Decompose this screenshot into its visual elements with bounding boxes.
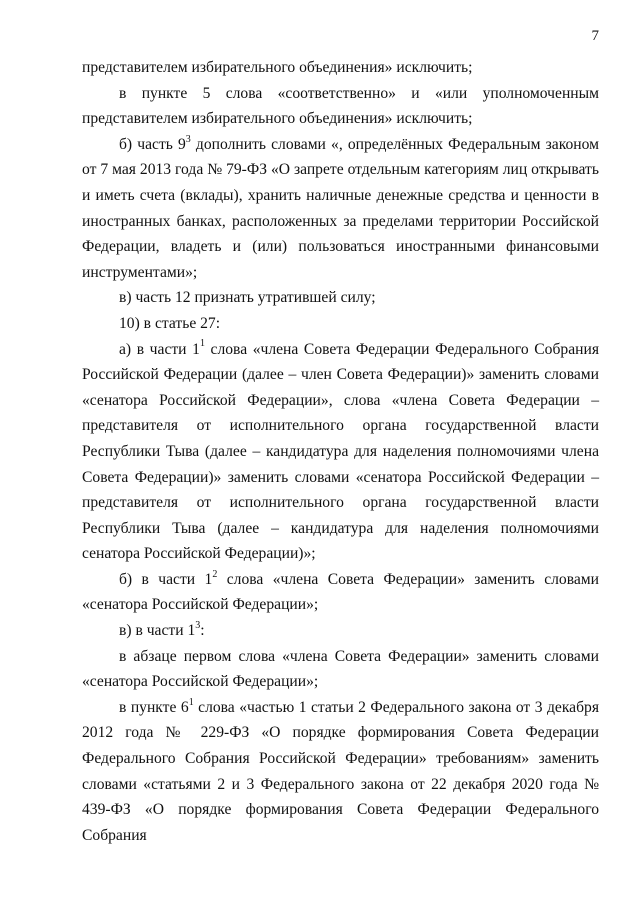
paragraph-5: 10) в статье 27: xyxy=(119,314,221,332)
paragraph-7-lead: б) в части 1 xyxy=(119,570,213,588)
page-number: 7 xyxy=(591,28,599,44)
paragraph-8 xyxy=(82,618,599,644)
paragraph-9: в абзаце первом слова «члена Совета Федерации» заменить словами «сенатора Российской Федерации»; xyxy=(82,647,599,691)
superscript: 3 xyxy=(185,133,191,145)
paragraph-8-rest: : xyxy=(200,622,205,640)
superscript: 1 xyxy=(188,696,194,708)
paragraph-7-rest: слова «члена Совета Федерации» заменить словами «сенатора Российской Федерации»; xyxy=(82,570,599,614)
paragraph-6-rest: слова «члена Совета Федерации Федерального Собрания Российской Федерации (далее – член Совета Федерации)» заменить словами «сенатора Российской Федерации», слова «члена Совета Федерации – представителя от исполнительного органа государственной власти Республики Тыва (далее – кандидатура для наделения полномочиями члена Совета Федерации)» заменить словами «сенатора Российской Федерации – представителя от исполнительного органа государственной власти Республики Тыва (далее – кандидатура для наделения полномочиями сенатора Российской Федерации)»; xyxy=(82,340,599,563)
paragraph-10 xyxy=(82,695,599,849)
paragraph-6-lead: а) в части 1 xyxy=(119,340,200,358)
paragraph-10-rest: слова «частью 1 статьи 2 Федерального закона от 3 декабря 2012 года № 229-ФЗ «О порядке формирования Совета Федерации Федерального Собрания Российской Федерации» требованиям» заменить словами «статьями 2 и 3 Федерального закона от 22 декабря 2020 года № 439-ФЗ «О порядке формирования Совета Федерации Федерального Собрания xyxy=(82,698,599,844)
paragraph-3 xyxy=(82,132,599,286)
paragraph-4: в) часть 12 признать утратившей силу; xyxy=(119,289,376,307)
paragraph-3-lead: б) часть 9 xyxy=(119,135,186,153)
paragraph-3-rest: дополнить словами «, определённых Федеральным законом от 7 мая 2013 года № 79-ФЗ «О запрете отдельным категориям лиц открывать и иметь счета (вклады), хранить наличные денежные средства и ценности в иностранных банках, расположенных за пределами территории Российской Федерации, владеть и (или) пользоваться иностранными финансовыми инструментами»; xyxy=(82,135,599,281)
superscript: 1 xyxy=(199,338,205,350)
paragraph-7 xyxy=(82,567,599,618)
superscript: 3 xyxy=(195,619,201,631)
paragraph-6 xyxy=(82,337,599,567)
document-body xyxy=(82,55,599,848)
paragraph-10-lead: в пункте 6 xyxy=(119,698,189,716)
paragraph-2: в пункте 5 слова «соответственно» и «или уполномоченным представителем избирательного объединения» исключить; xyxy=(82,84,599,128)
paragraph-8-lead: в) в части 1 xyxy=(119,622,196,640)
paragraph-1: представителем избирательного объединения» исключить; xyxy=(82,59,473,76)
superscript: 2 xyxy=(212,568,218,580)
